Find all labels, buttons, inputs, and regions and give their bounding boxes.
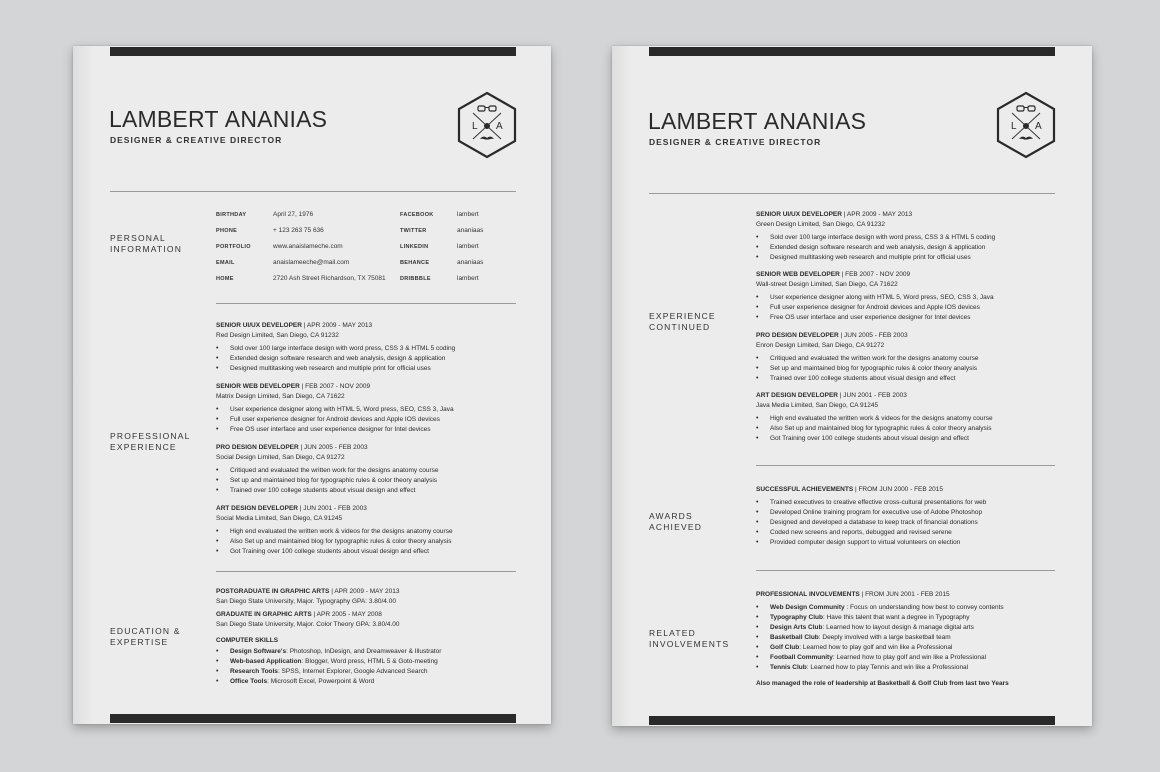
leadership-note: Also managed the role of leadership at Basketball & Golf Club from last two Years <box>756 680 1009 687</box>
involvement-item: • Tennis Club: Learned how to play Tennis and win like a Professional <box>756 663 1004 673</box>
job-entry <box>216 443 438 496</box>
job-bullet: • Sold over 100 large interface design with word press, CSS 3 & HTML 5 coding <box>216 344 455 354</box>
job-entry <box>216 504 453 557</box>
info-value: ananiaas <box>457 227 484 234</box>
job-company: Green Design Limited, San Diego, CA 91232 <box>756 221 885 228</box>
job-bullet: • User experience designer along with HTML 5, Word press, SEO, CSS 3, Java <box>756 293 994 303</box>
degree-school: San Diego State University, Major. Typography GPA: 3.80/4.00 <box>216 598 396 605</box>
job-bullet: • Free OS user interface and user experience designer for Intel devices <box>216 425 454 435</box>
first-name: LAMBERT <box>648 108 758 134</box>
section-label-awards: AWARDS ACHIEVED <box>649 511 703 532</box>
job-bullet: • High end evaluated the written work & videos for the designs anatomy course <box>756 414 993 424</box>
info-key: DRIBBBLE <box>400 276 431 282</box>
skill-item: • Research Tools: SPSS, Internet Explorer, Google Advanced Search <box>216 667 441 677</box>
job-bullet: • Full user experience designer for Android devices and Apple IOS devices <box>756 303 994 313</box>
resume-title: DESIGNER & CREATIVE DIRECTOR <box>649 137 822 147</box>
involvement-item: • Golf Club: Learned how to play golf and win like a Professional <box>756 643 1004 653</box>
skills-list <box>216 647 441 687</box>
job-company: Social Media Limited, San Diego, CA 91245 <box>216 515 343 522</box>
job-entry <box>756 331 978 384</box>
job-dates: | JUN 2005 - FEB 2003 <box>298 444 368 451</box>
job-dates: | FEB 2007 - NOV 2009 <box>839 271 911 278</box>
job-company: Social Design Limited, San Diego, CA 91272 <box>216 454 345 461</box>
logo-letter-right: A <box>496 121 503 132</box>
job-bullet: • Critiqued and evaluated the written work for the designs anatomy course <box>756 354 978 364</box>
info-key: TWITTER <box>400 228 427 234</box>
job-bullet: • Set up and maintained blog for typographic rules & color theory analysis <box>756 364 978 374</box>
info-value: 2720 Ash Street Richardson, TX 75081 <box>273 275 386 282</box>
job-role: PRO DESIGN DEVELOPER <box>756 332 839 339</box>
divider <box>110 191 516 192</box>
resume-page-1 <box>73 46 551 724</box>
center-dot <box>1023 123 1029 129</box>
involvement-item: • Design Arts Club: Learned how to layout design & manage digital arts <box>756 623 1004 633</box>
resume-name <box>109 106 327 133</box>
job-role: ART DESIGN DEVELOPER <box>756 392 838 399</box>
job-dates: | JUN 2001 - FEB 2003 <box>297 505 367 512</box>
job-company: Enron Design Limited, San Diego, CA 91272 <box>756 342 885 349</box>
awards-heading: SUCCESSFUL ACHIEVEMENTS <box>756 486 854 493</box>
job-bullet: • Got Training over 100 college students about visual design and effect <box>756 434 993 444</box>
section-label-involvements: RELATED INVOLVEMENTS <box>649 628 730 649</box>
info-value: www.anaislameche.com <box>273 243 343 250</box>
involvements-heading: PROFESSIONAL INVOLVEMENTS <box>756 591 860 598</box>
bottom-accent-bar <box>110 714 516 723</box>
info-value: + 123 263 75 636 <box>273 227 324 234</box>
job-bullet: • Trained over 100 college students about visual design and effect <box>216 486 438 496</box>
job-role: PRO DESIGN DEVELOPER <box>216 444 299 451</box>
job-bullet: • Critiqued and evaluated the written work for the designs anatomy course <box>216 466 438 476</box>
resume-title: DESIGNER & CREATIVE DIRECTOR <box>110 135 283 145</box>
job-dates: | JUN 2001 - FEB 2003 <box>837 392 907 399</box>
section-label-personal: PERSONAL INFORMATION <box>110 233 183 254</box>
job-bullet: • User experience designer along with HTML 5, Word press, SEO, CSS 3, Java <box>216 405 454 415</box>
center-dot <box>484 123 490 129</box>
info-value: lambert <box>457 275 479 282</box>
job-role: SENIOR UI/UX DEVELOPER <box>216 322 302 329</box>
award-bullet: • Designed and developed a database to keep track of financial donations <box>756 518 986 528</box>
info-value: lambert <box>457 211 479 218</box>
resume-page-2 <box>612 46 1092 726</box>
info-key: EMAIL <box>216 260 235 266</box>
divider <box>756 570 1055 571</box>
job-dates: | FEB 2007 - NOV 2009 <box>299 383 371 390</box>
award-bullet: • Coded new screens and reports, debugged and revised serene <box>756 528 986 538</box>
job-bullet: • Free OS user interface and user experience designer for Intel devices <box>756 313 994 323</box>
info-key: FACEBOOK <box>400 212 434 218</box>
degree-school: San Diego State University, Major. Color Theory GPA: 3.80/4.00 <box>216 621 400 628</box>
involvement-item: • Web Design Community : Focus on understanding how best to convey contents <box>756 603 1004 613</box>
awards-dates: | FROM JUN 2000 - FEB 2015 <box>853 486 943 493</box>
monogram-logo <box>456 91 518 159</box>
skill-item: • Office Tools: Microsoft Excel, Powerpoint & Word <box>216 677 441 687</box>
last-name: ANANIAS <box>763 108 867 134</box>
job-bullet: • Also Set up and maintained blog for typographic rules & color theory analysis <box>756 424 993 434</box>
job-company: Matrix Design Limited, San Diego, CA 71622 <box>216 393 345 400</box>
divider <box>216 571 516 572</box>
involvements-entry <box>756 590 1004 673</box>
awards-entry <box>756 485 986 548</box>
job-entry <box>756 210 995 263</box>
logo-letter-left: L <box>472 121 478 132</box>
job-company: Red Design Limited, San Diego, CA 91232 <box>216 332 339 339</box>
bottom-accent-bar <box>649 716 1055 725</box>
job-bullet: • Set up and maintained blog for typographic rules & color theory analysis <box>216 476 438 486</box>
involvement-item: • Football Community: Learned how to play golf and win like a Professional <box>756 653 1004 663</box>
job-bullet: • Also Set up and maintained blog for typographic rules & color theory analysis <box>216 537 453 547</box>
job-bullet: • High end evaluated the written work & videos for the designs anatomy course <box>216 527 453 537</box>
info-key: HOME <box>216 276 234 282</box>
divider <box>756 465 1055 466</box>
last-name: ANANIAS <box>224 106 328 132</box>
award-bullet: • Developed Online training program for executive use of Adobe Photoshop <box>756 508 986 518</box>
top-accent-bar <box>649 47 1055 56</box>
section-label-education: EDUCATION & EXPERTISE <box>110 626 181 647</box>
job-bullet: • Extended design software research and web analysis, design & application <box>216 354 455 364</box>
logo-letter-left: L <box>1011 121 1017 132</box>
job-dates: | APR 2009 - MAY 2013 <box>841 211 913 218</box>
job-entry <box>756 391 993 444</box>
job-bullet: • Extended design software research and web analysis, design & application <box>756 243 995 253</box>
info-key: PHONE <box>216 228 238 234</box>
info-value: April 27, 1976 <box>273 211 314 218</box>
skill-item: • Design Software's: Photoshop, InDesign, and Dreamweaver & Illustrator <box>216 647 441 657</box>
job-company: Java Media Limited, San Diego, CA 91245 <box>756 402 879 409</box>
divider <box>216 303 516 304</box>
job-entry <box>216 321 455 374</box>
section-label-experience-continued: EXPERIENCE CONTINUED <box>649 311 716 332</box>
monogram-logo <box>995 91 1057 159</box>
mustache-icon <box>1019 137 1033 140</box>
section-label-experience: PROFESSIONAL EXPERIENCE <box>110 431 191 452</box>
involvement-item: • Typography Club: Have this talent that want a degree in Typography <box>756 613 1004 623</box>
involvements-dates: | FROM JUN 2001 - FEB 2015 <box>859 591 950 598</box>
divider <box>649 193 1055 194</box>
logo-letter-right: A <box>1035 121 1042 132</box>
job-bullet: • Full user experience designer for Android devices and Apple IOS devices <box>216 415 454 425</box>
mustache-icon <box>480 137 494 140</box>
degree-heading: POSTGRADUATE IN GRAPHIC ARTS | APR 2009 - MAY 2013 <box>216 588 400 595</box>
info-value: ananiaas <box>457 259 484 266</box>
job-role: ART DESIGN DEVELOPER <box>216 505 298 512</box>
job-role: SENIOR WEB DEVELOPER <box>216 383 300 390</box>
first-name: LAMBERT <box>109 106 219 132</box>
info-key: LINKEDIN <box>400 244 429 250</box>
job-entry <box>216 382 454 435</box>
job-bullet: • Got Training over 100 college students about visual design and effect <box>216 547 453 557</box>
info-value: anaislameeche@mail.com <box>273 259 350 266</box>
top-accent-bar <box>110 47 516 56</box>
info-key: BIRTHDAY <box>216 212 247 218</box>
job-dates: | APR 2009 - MAY 2013 <box>301 322 373 329</box>
involvement-item: • Basketball Club: Deeply involved with a large basketball team <box>756 633 1004 643</box>
award-bullet: • Trained executives to creative effective cross-cultural presentations for web <box>756 498 986 508</box>
info-key: PORTFOLIO <box>216 244 251 250</box>
job-bullet: • Designed multitasking web research and multiple print for official uses <box>216 364 455 374</box>
job-bullet: • Designed multitasking web research and multiple print for official uses <box>756 253 995 263</box>
glasses-icon <box>1017 106 1035 111</box>
job-bullet: • Sold over 100 large interface design with word press, CSS 3 & HTML 5 coding <box>756 233 995 243</box>
glasses-icon <box>478 106 496 111</box>
job-company: Wall-street Design Limited, San Diego, CA 71622 <box>756 281 898 288</box>
job-role: SENIOR WEB DEVELOPER <box>756 271 840 278</box>
resume-name <box>648 108 866 135</box>
job-dates: | JUN 2005 - FEB 2003 <box>838 332 908 339</box>
skill-item: • Web-based Application: Blogger, Word press, HTML 5 & Goto-meeting <box>216 657 441 667</box>
info-key: BEHANCE <box>400 260 430 266</box>
job-entry <box>756 270 994 323</box>
award-bullet: • Provided computer design support to virtual volunteers on election <box>756 538 986 548</box>
degree-heading: GRADUATE IN GRAPHIC ARTS | APR 2005 - MAY 2008 <box>216 611 382 618</box>
job-role: SENIOR UI/UX DEVELOPER <box>756 211 842 218</box>
skills-heading: COMPUTER SKILLS <box>216 637 279 644</box>
job-bullet: • Trained over 100 college students about visual design and effect <box>756 374 978 384</box>
info-value: lambert <box>457 243 479 250</box>
